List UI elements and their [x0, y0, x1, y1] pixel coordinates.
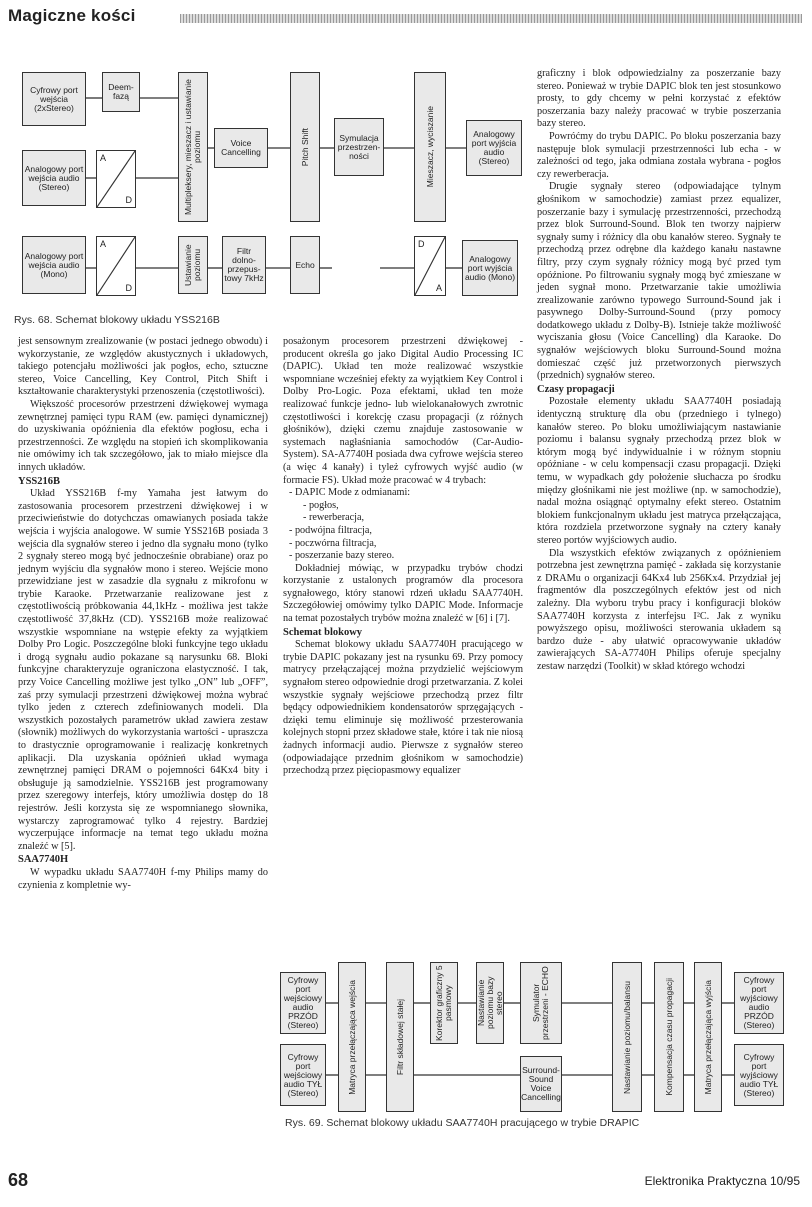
paragraph: W wypadku układu SAA7740H f-my Philips mamy do czynienia z kompletnie wy-: [18, 866, 268, 891]
dac-d-label: D: [418, 239, 425, 249]
section-title: Magiczne kości: [8, 6, 136, 25]
page-number: 68: [8, 1170, 29, 1190]
fig69-front-input: Cyfrowy port wejściowy audio PRZÓD (Stereo): [280, 972, 326, 1034]
fig68-echo: Echo: [290, 236, 320, 294]
paragraph: Schemat blokowy układu SAA7740H pracującego w trybie DAPIC pokazany jest na rysunku 69. Przy pomocy matrycy przełączającej można przydzielić wejściowym sygnałom stereo odpowiednie drogi przetwarzania. Z kolei wszystkie sygnały wejściowe przechodzą przez filtr będący odpowiednikiem kondensatorów sprzęgających - dzięki temu eliminuje się możliwość przesterowania kolejnych stopni przez składowe stałe, które i tak nie niosą żadnych informacji audio. Pierwsze z sygnałów stereo (odpowiadające przednim głośnikom w samochodzie) przechodzą przez pięciopasmowy equalizer: [283, 639, 523, 777]
section-heading: Czasy propagacji: [537, 383, 615, 395]
paragraph: Większość procesorów przestrzeni dźwiękowej wymaga zewnętrznej pamięci typu RAM (ew. pamięci dynamicznej) do uzyskiwania opóźnienia dla efektów pogłosu, echa i przestrzenności. Ze względu na stopień ich skomplikowania nie omówimy ich tak szczegółowo, jak to miało miejsce dla innych układów.: [18, 398, 268, 473]
list-item: - poszerzanie bazy stereo.: [289, 550, 395, 562]
fig69-stereo-base: Nastawianie poziomu bazy stereo: [476, 962, 504, 1044]
fig69-output-matrix: Matryca przełączająca wyjścia: [694, 962, 722, 1112]
adc-a-label: A: [100, 153, 107, 163]
magazine-name: Elektronika Praktyczna 10/95: [644, 1174, 800, 1188]
fig68-analog-stereo-output: Analogowy port wyjścia audio (Stereo): [466, 120, 522, 176]
dac-a-label: A: [435, 283, 442, 293]
fig69-dc-filter: Filtr składowej stałej: [386, 962, 414, 1112]
paragraph: Dokładniej mówiąc, w przypadku trybów chodzi korzystanie z ustalonych programów dla procesora sygnałowego, który stanowi rdzeń układu SAA7740H. Szczegółowiej omówimy tylko DAPIC Mode. Informacje na temat pozostałych trybów można znaleźć w [6] i [7].: [283, 562, 523, 625]
fig68-space-simulation: Symulacja przestrzen-ności: [334, 118, 384, 176]
fig68-pitch-shift: Pitch Shift: [290, 72, 320, 222]
fig69-rear-input: Cyfrowy port wejściowy audio TYŁ (Stereo): [280, 1044, 326, 1106]
paragraph: Dla wszystkich efektów związanych z opóźnieniem potrzebna jest zewnętrzna pamięć - zakłada się korzystanie z DRAMu o organizacji 64Kx4 lub 256Kx4. Przydział jej fragmentów dla poszczególnych efektów jest od nich zależny. Dla wyboru trybu pracy i konfiguracji bloków SAA7740H korzysta z interfejsu I²C. Jak z wyniku powyższego opisu, możliwości sterowania układem są bardzo duże - aby ułatwić opracowywanie układów zawierających SA-A7740H Philips oferuje specjalny zestaw narzędzi (Toolkit) w skład którego wchodzi: [537, 547, 781, 672]
fig69-delay-compensation: Kompensacja czasu propagacji: [654, 962, 684, 1112]
paragraph: jest sensownym zrealizowanie (w postaci jednego obwodu) i wykorzystanie, ze względów akustycznych i układowych, takiego potencjału możliwości jak pogłos, echo, sztuczne stereo, Voice Cancelling, Key Control, Pitch Shift i kształtowanie charakterystyki przenoszenia (częstotliwości).: [18, 336, 268, 398]
figure-68-caption: Rys. 68. Schemat blokowy układu YSS216B: [14, 314, 220, 326]
fig68-analog-stereo-input: Analogowy port wejścia audio (Stereo): [22, 150, 86, 206]
adc-d-label: D: [125, 195, 132, 205]
fig68-deemphasis: Deem-fazą: [102, 72, 140, 112]
fig68-voice-cancelling: Voice Cancelling: [214, 128, 268, 168]
fig69-level-balance: Nastawianie poziomu/balansu: [612, 962, 642, 1112]
fig68-lowpass-filter: Filtr dolno-przepus-towy 7kHz: [222, 236, 266, 294]
fig68-analog-mono-output: Analogowy port wyjścia audio (Mono): [462, 240, 518, 296]
list-item: - DAPIC Mode z odmianami:: [289, 487, 411, 499]
paragraph: Powróćmy do trybu DAPIC. Po bloku poszerzania bazy następuje blok symulacji przestrzenności lub echa - w zależności od tego, jaka odmiana została wybrana - pogłos czy rewerberacja.: [537, 130, 781, 180]
fig69-space-simulator: Symulator przestrzeni - ECHO: [520, 962, 562, 1044]
paragraph: Układ YSS216B f-my Yamaha jest łatwym do zastosowania procesorem przestrzeni dźwiękowej i w przeciwieństwie do dotychczas omawianych posiada także wejścia i wyjścia analogowe. W sumie YSS216B posiada 3 wejścia dla sygnałów stereo i jedno dla sygnału mono (tylko 2 sygnały stereo mogą być jednocześnie obrabiane) oraz po jednym wyjściu dla sygnałów mono i stereo. Wejście mono przewidziane jest w zasadzie dla sygnału z mikrofonu w trybie Karaoke. Przetwarzanie realizowane jest z częstotliwością próbkowania 44,1kHz - możliwa jest także częstotliwość 37,8kHz (CD). YSS216B może realizować wszystkie wspomniane na wstępie efekty za wyjątkiem Dolby Pro Logic. Poszczególne bloki funkcyjne tego układu i drogą sygnału audio pokazane są narysunku 68. Bloki funkcyjne charakteryzuje ograniczona elastyczność. I tak, przy Voice Cancelling możliwe jest tylko „ON” lub „OFF”, zaś przy symulacji przestrzeni dźwiękowej można wybrać tylko jeden z czterech zdefiniowanych modeli. Dla wszystkich pozostałych parametrów układ zawiera zestaw (słownik) możliwych do wykorzystania wartości - upraszcza to drastycznie oprogramowanie i realizację konkretnych aplikacji. Dla uzyskania opóźnień układ wymaga zewnętrznej pamięci DRAM o pojemności 64Kx4 bity i obsługuje ją samodzielnie. YSS216B jest programowany przez szeregowy interfejs, który umożliwia dostęp do 18 rejestrów. Jeśli korzysta się ze wspomnianego słownika, wystarczy zaprogramować tylko 4 rejestry. Bardziej wyczerpujące informacje na temat tego układu można znaleźć w [5].: [18, 488, 268, 852]
adc-d-label: D: [125, 283, 132, 293]
section-heading: SAA7740H: [18, 854, 69, 866]
fig68-mixer: Mieszacz, wyciszanie: [414, 72, 446, 222]
fig69-front-output: Cyfrowy port wyjściowy audio PRZÓD (Stereo): [734, 972, 784, 1034]
section-heading: YSS216B: [18, 475, 61, 487]
figure-69-caption: Rys. 69. Schemat blokowy układu SAA7740H pracującego w trybie DRAPIC: [285, 1117, 640, 1129]
paragraph: graficzny i blok odpowiedzialny za poszerzanie bazy stereo. Ponieważ w trybie DAPIC blok ten jest stosunkowo prosty, to gdy chcemy w pełni korzystać z efektów poszerzania bazy należy pracować w trybie poszerzania bazy stereo.: [537, 68, 781, 130]
fig68-level-setting: Ustawianie poziomu: [178, 236, 208, 294]
fig68-multiplexer: Multipleksery, mieszacz i ustawianie poziomu: [178, 72, 208, 222]
list-item: - rewerberacja,: [303, 512, 365, 524]
adc-a-label: A: [100, 239, 107, 249]
section-heading: Schemat blokowy: [283, 626, 363, 638]
fig69-rear-output: Cyfrowy port wyjściowy audio TYŁ (Stereo): [734, 1044, 784, 1106]
fig68-analog-mono-input: Analogowy port wejścia audio (Mono): [22, 236, 86, 294]
fig68-digital-input: Cyfrowy port wejścia (2xStereo): [22, 72, 86, 126]
list-item: - podwójna filtracja,: [289, 524, 372, 536]
list-item: - pogłos,: [303, 499, 339, 511]
fig69-equalizer: Korektor graficzny 5 pasmowy: [430, 962, 458, 1044]
paragraph: Drugie sygnały stereo (odpowiadające tylnym głośnikom w samochodzie) zamiast przez equalizer, poszerzanie bazy i symulację przestrzenności, przechodzą przez blok Surround-Sound. Blok ten tworzy najpierw sygnały sumy i różnicy dla obu kanałów stereo. Sygnały te przechodzą przez odrębne dla każdego kanału nastawne filtry, przy czym sygnały różnicy mogą być przed tym opóźnione. Po filtrowaniu sygnały mogą być zmieszane w jeden sygnał mono. Przetwarzanie takie umożliwia zrealizowanie zarówno typowego Surround-Sound jak i pasywnego Dolby-Surround-Sound (przy pomocy dodatkowego układu z Dolby-B). Istnieje także możliwość wyciszania głosu (Voice Cancelling) dla Karaoke. Do sygnałów wejściowych bloku Surround-Sound można domieszać część już przetworzonych pierwszych (przednich) sygnałów stereo.: [537, 181, 781, 382]
paragraph: Pozostałe elementy układu SAA7740H posiadają identyczną strukturę dla obu (przedniego i tylnego) kanałów stereo. Po bloku umożliwiającym nastawianie poziomu i balansu sygnały przechodzą przez blok w którym mogą być indywidualnie i w różnym stopniu opóźniane - w celu kompensacji czasu propagacji. Dzięki temu, w wypadkach gdy położenie słuchacza po środku między głośnikami nie jest możliwe (np. w samochodzie), nadal można osiągnąć optymalny efekt stereo. Ostatnim blokiem funkcjonalnym układu jest matryca przełączająca, która rozdziela przetworzone sygnały na cztery kanały stereo portów wyjściowych audio.: [537, 396, 781, 546]
fig69-input-matrix: Matryca przełączająca wejścia: [338, 962, 366, 1112]
paragraph: posażonym procesorem przestrzeni dźwiękowej - producent określa go jako Digital Audio Processing IC (DAPIC). Układ ten może realizować wszystkie wspomniane wcześniej efekty za wyjątkiem Key Control i Dolby Pro-Logic. Poza efektami, układ ten może realizować funkcje jedno- lub wielokanałowych zwrotnic częstotliwości i korekcję czasu propagacji (z różnych głośników), dzięki czemu znajduje zastosowanie w systemach nagłaśniania samochodów (Car-Audio-System). SA-A7740H posiada dwa cyfrowe wejścia stereo (a więc 4 kanały) i tyleż cyfrowych wyjść audio (w formacie FS). Układ może pracować w 4 trybach:: [283, 336, 523, 486]
fig69-surround: Surround-Sound Voice Cancelling: [520, 1056, 562, 1112]
list-item: - poczwórna filtracja,: [289, 537, 377, 549]
